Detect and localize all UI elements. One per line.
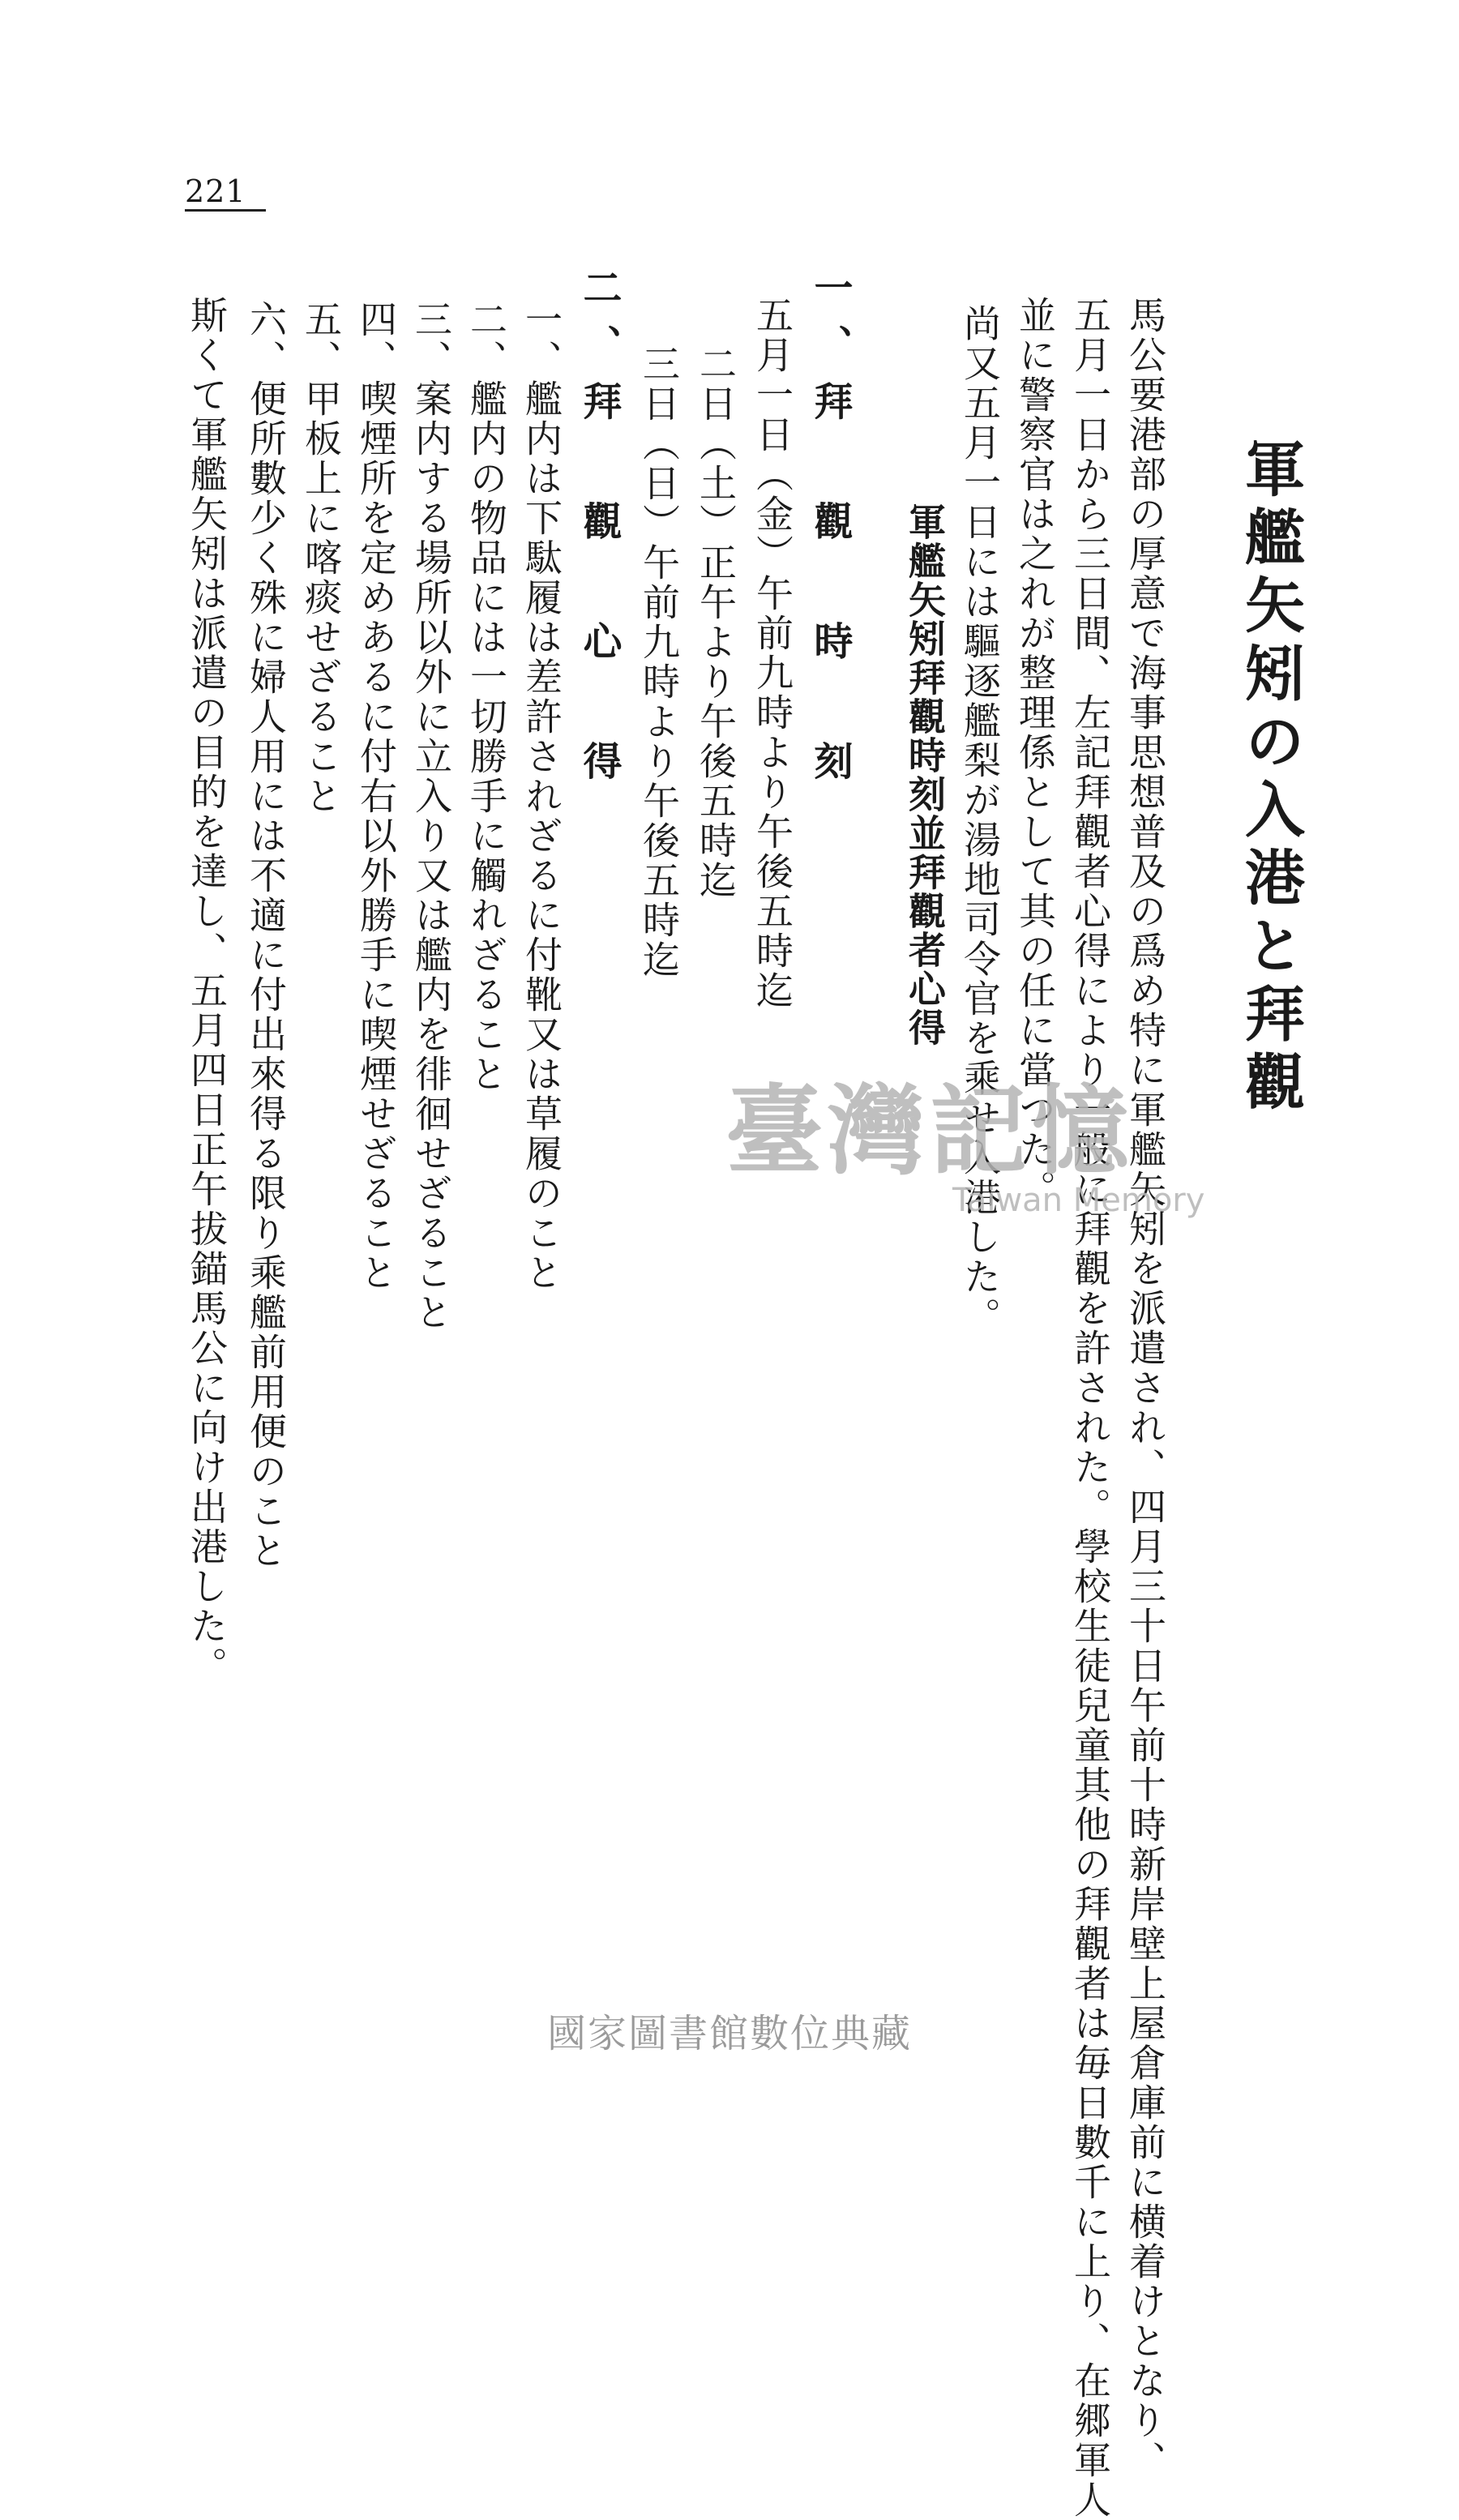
paragraph-line-4: 尚又五月一日には驅逐艦梨が湯地司令官を乘せ入港した。 <box>958 304 1002 1337</box>
rule-item-1: 一、艦内は下駄履は差許されざるに付靴又は草履のこと <box>520 300 563 1293</box>
watermark-logo <box>725 1054 1204 1219</box>
watermark-en: Taiwan Memory <box>952 1182 1205 1219</box>
library-footer: 國家圖書館數位典藏 <box>546 2011 912 2056</box>
hours-row-1: 五月一日（金）午前九時より午後五時迄 <box>751 296 794 1011</box>
page-number: 221 <box>185 173 246 209</box>
rule-item-3: 三、案内する場所以外に立入り又は艦内を徘徊せざること <box>409 300 453 1333</box>
rule-item-6: 六、便所數少く殊に婦人用には不適に付出來得る限り乘艦前用便のこと <box>244 300 288 1571</box>
rule-item-2: 二、艦内の物品には一切勝手に觸れざること <box>464 300 508 1094</box>
hours-row-3: 三日（日）午前九時より午後五時迄 <box>637 344 681 980</box>
paragraph-line-2: 五月一日から三日間、左記拜觀者心得により一般に拜觀を許された。學校生徒兒童其他の拜觀者は毎日數千に上り、在郷軍人 <box>1068 296 1112 2520</box>
subheading: 軍艦矢矧拜觀時刻並拜觀者心得 <box>903 503 947 1047</box>
hours-row-2: 二日（土）正午より午後五時迄 <box>694 344 738 901</box>
paragraph-line-1: 馬公要港部の厚意で海事思想普及の爲め特に軍艦矢矧を派遣され、四月三十日午前十時新岸壁上屋倉庫前に横着けとなり、 <box>1123 296 1167 2480</box>
article-title: 軍艦矢矧の入港と拜觀 <box>1235 438 1305 1119</box>
section-heading-rules: 二、拜 觀 心 得 <box>576 267 622 798</box>
watermark-cjk: 臺灣記憶 <box>725 1074 1134 1188</box>
closing-line: 斯くて軍艦矢矧は派遣の目的を達し、五月四日正午拔錨馬公に向け出港した。 <box>185 296 229 1686</box>
rule-item-4: 四、喫煙所を定めあるに付右以外勝手に喫煙せざること <box>354 300 398 1293</box>
section-heading-hours: 一、拜 觀 時 刻 <box>807 267 853 798</box>
paragraph-line-3: 並に警察官は之れが整理係として其の任に當つた。 <box>1013 296 1057 1209</box>
rule-item-5: 五、甲板上に喀痰せざること <box>299 300 343 816</box>
page-number-rule <box>185 209 266 212</box>
